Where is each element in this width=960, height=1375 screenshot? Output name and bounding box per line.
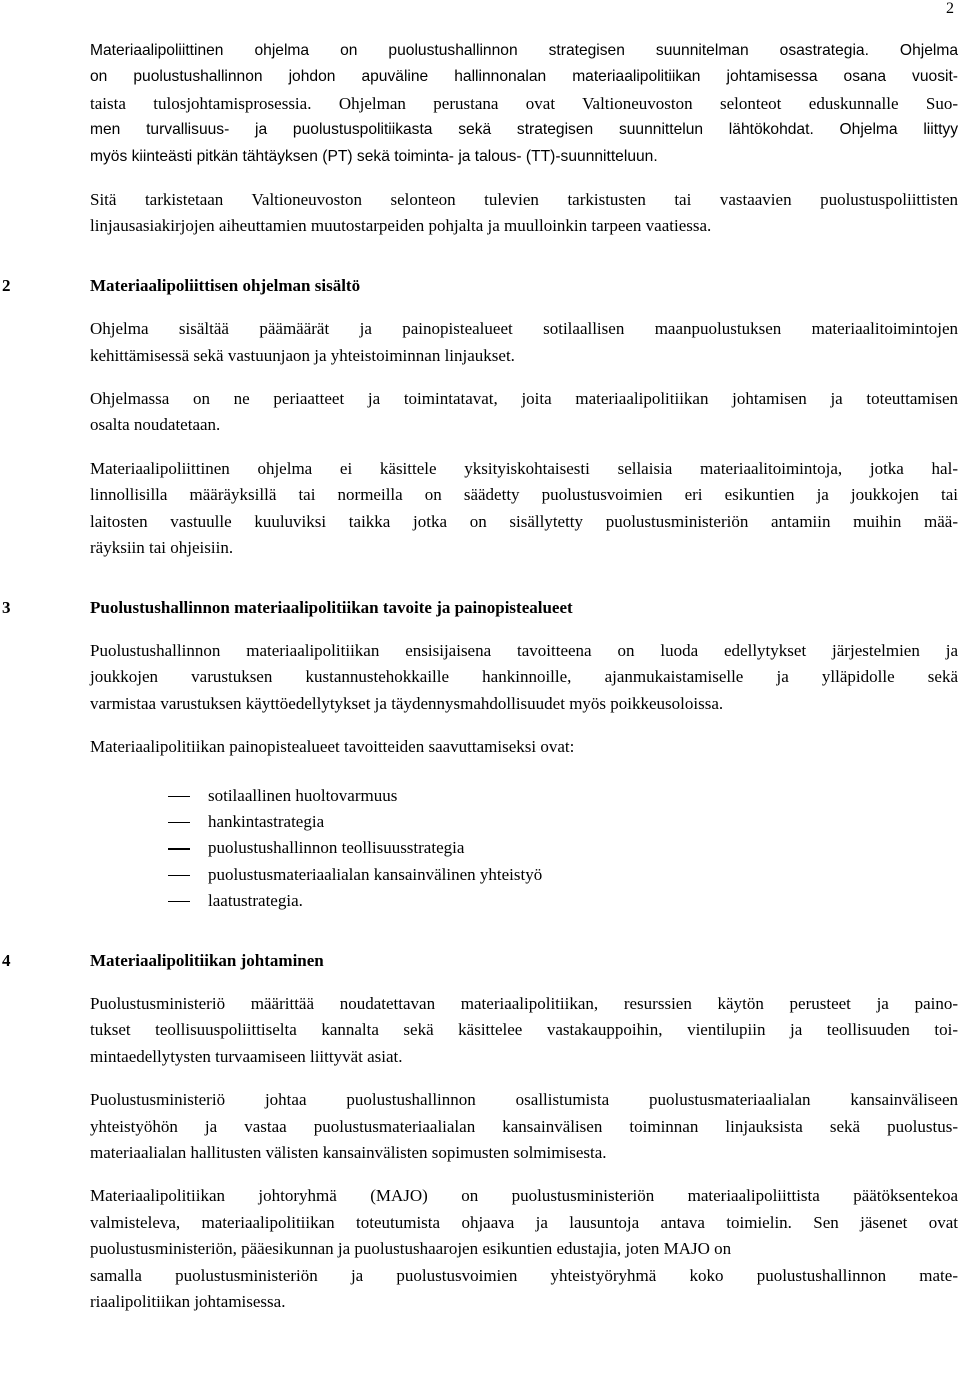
text-line: linnollisilla määräyksillä tai normeilla on säädetty puolustusvoimien eri esikuntien ja joukkojen tai [90, 485, 958, 505]
text-line: mintaedellytysten turvaamiseen liittyvät asiat. [90, 1046, 403, 1066]
list-item: puolustushallinnon teollisuusstrategia [90, 835, 958, 861]
section3-paragraph-1 [90, 638, 958, 717]
document-body [2, 38, 958, 1315]
text-line: myös kiinteästi pitkän tähtäyksen (PT) sekä toiminta- ja talous- (TT)-suunnitteluun. [90, 147, 658, 165]
section-heading-2 [2, 273, 958, 299]
text-line: Puolustushallinnon materiaalipolitiikan ensisijaisena tavoitteena on luoda edellytykset järjestelmien ja [90, 640, 958, 660]
intro-paragraph-2 [90, 187, 958, 240]
text-line: Puolustusministeriö määrittää noudatettavan materiaalipolitiikan, resurssien käytön perusteet ja paino- [90, 993, 958, 1013]
text-line: on puolustushallinnon johdon apuväline hallinnonalan materiaalipolitiikan johtamisessa osana vuosit- [90, 68, 958, 86]
text-line: materiaalialan hallitusten välisten kansainvälisten sopimusten solmimisesta. [90, 1143, 607, 1162]
section-heading-3 [2, 595, 958, 621]
section2-paragraph-2 [90, 386, 958, 439]
section-title: Materiaalipoliittisen ohjelman sisältö [90, 275, 361, 295]
section-number: 2 [2, 275, 11, 295]
text-line: Ohjelmassa on ne periaatteet ja toimintatavat, joita materiaalipolitiikan johtamisen ja toteuttamisen [90, 389, 958, 409]
list-item: hankintastrategia [90, 809, 958, 835]
text-line: linjausasiakirjojen aiheuttamien muutostarpeiden pohjalta ja muulloinkin tarpeen vaatiessa. [90, 216, 712, 236]
text-line: Materiaalipolitiikan painopistealueet tavoitteiden saavuttamiseksi ovat: [90, 737, 575, 757]
text-line: men turvallisuus- ja puolustuspolitiikasta sekä strategisen suunnittelun lähtökohdat. Ohjelma liittyy [90, 121, 958, 139]
text-line: valmisteleva, materiaalipolitiikan toteutumista ohjaava ja lausuntoja antava toimielin. Sen jäsenet ovat [90, 1212, 958, 1232]
text-line: räyksiin tai ohjeisiin. [90, 538, 234, 558]
text-line: Puolustusministeriö johtaa puolustushallinnon osallistumista puolustusmateriaalialan kansainväliseen [90, 1090, 958, 1110]
text-line: yhteistyöhön ja vastaa puolustusmateriaalialan kansainvälisen toiminnan linjauksista sekä puolustus- [90, 1116, 958, 1136]
text-line: Sitä tarkistetaan Valtioneuvoston selonteon tulevien tarkistusten tai vastaavien puolustuspoliittisten [90, 190, 958, 210]
section3-paragraph-2 [90, 734, 958, 760]
dash-bullet-icon [168, 875, 190, 876]
page-number: 2 [946, 0, 954, 17]
section4-paragraph-1 [90, 991, 958, 1070]
section-title: Puolustushallinnon materiaalipolitiikan tavoite ja painopistealueet [90, 597, 573, 617]
text-line: Materiaalipoliittinen ohjelma on puolustushallinnon strategisen suunnitelman osastrategia. Ohjelma [90, 42, 958, 59]
text-line: joukkojen varustuksen kustannustehokkaille hankinnoille, ajanmukaistamiselle ja ylläpidolle sekä [90, 667, 958, 687]
section4-paragraph-3 [90, 1183, 958, 1315]
text-line: Ohjelma sisältää päämäärät ja painopistealueet sotilaallisen maanpuolustuksen materiaalitoimintojen [90, 319, 958, 339]
section4-paragraph-2 [90, 1087, 958, 1166]
section2-paragraph-1 [90, 316, 958, 369]
section-heading-4 [2, 948, 958, 974]
dash-bullet-icon [168, 796, 190, 797]
text-line: varmistaa varustuksen käyttöedellytykset ja täydennysmahdollisuudet myös poikkeusoloissa. [90, 693, 724, 713]
section-number: 3 [2, 597, 11, 617]
painopistealueet-list [90, 783, 958, 915]
text-line: osalta noudatetaan. [90, 415, 221, 435]
list-item: laatustrategia. [90, 888, 958, 914]
text-line: Materiaalipoliittinen ohjelma ei käsittele yksityiskohtaisesti sellaisia materiaalitoimintoja, jotka hal- [90, 458, 958, 478]
text-line: laitosten vastuulle kuuluviksi taikka jotka on sisällytetty puolustusministeriön antamiin muihin mää- [90, 511, 958, 531]
text-line: kehittämisessä sekä vastuunjaon ja yhteistoiminnan linjaukset. [90, 345, 515, 365]
list-item: puolustusmateriaalialan kansainvälinen yhteistyö [90, 862, 958, 888]
text-line: riaalipolitiikan johtamisessa. [90, 1292, 286, 1312]
section-number: 4 [2, 950, 11, 970]
text-line: taista tulosjohtamisprosessia. Ohjelman perustana ovat Valtioneuvoston selonteot eduskunnalle Suo- [90, 93, 958, 113]
intro-paragraph-1 [90, 38, 958, 170]
dash-bullet-icon [168, 901, 190, 902]
dash-bullet-icon [168, 822, 190, 823]
section-title: Materiaalipolitiikan johtaminen [90, 950, 324, 970]
text-line: tukset teollisuuspoliittiselta kannalta sekä käsittelee vastakauppoihin, vientilupiin ja teollisuuden toi- [90, 1020, 958, 1040]
dash-bullet-icon [168, 848, 190, 849]
text-line: Materiaalipolitiikan johtoryhmä (MAJO) on puolustusministeriön materiaalipoliittista päätöksentekoa [90, 1186, 958, 1206]
text-line: samalla puolustusministeriön ja puolustusvoimien yhteistyöryhmä koko puolustushallinnon mate- [90, 1265, 958, 1285]
text-line: puolustusministeriön, pääesikunnan ja puolustushaarojen esikuntien edustajia, joten MAJO on [90, 1239, 732, 1259]
list-item: sotilaallinen huoltovarmuus [90, 783, 958, 809]
section2-paragraph-3 [90, 456, 958, 562]
